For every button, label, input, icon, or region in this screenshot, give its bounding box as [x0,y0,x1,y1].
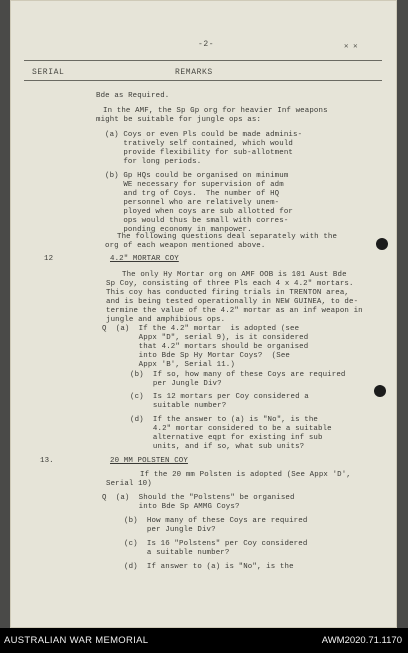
footer-institution: AUSTRALIAN WAR MEMORIAL [4,635,149,646]
serial-column-header: SERIAL [32,68,65,77]
handwritten-mark: ✕ ✕ [344,43,358,51]
item-a-line-3: provide flexibility for sub-allotment [105,149,293,157]
q13-c-line-1: (c) Is 16 "Polstens" per Coy considered [124,540,308,548]
item-b-line-6: ops would thus be small with corres- [105,217,289,225]
para-following-line-1: The following questions deal separately with the [117,233,338,241]
para-12-line-1: The only Hy Mortar org on AMF OOB is 101 Aust Bde [122,271,347,279]
heading-13: 20 MM POLSTEN COY [110,457,188,465]
item-a-line-4: for long periods. [105,158,202,166]
header-bottom-rule [24,80,382,81]
q12-c-line-2: suitable number? [130,402,227,410]
item-b-line-7: ponding economy in manpower. [105,226,252,234]
q13-a-line-2: into Bde Sp AMMG Coys? [102,503,240,511]
para-intro-line-1: In the AMF, the Sp Gp org for heavier Inf weapons [103,107,328,115]
q12-a-line-2: Appx "D", serial 9), is it considered [102,334,309,342]
item-a-line-2: tratively self contained, which would [105,140,293,148]
item-a-line-1: (a) Coys or even Pls could be made adminis- [105,131,303,139]
para-following-line-2: org of each weapon mentioned above. [105,242,266,250]
para-12-line-6: jungle and amphibious ops. [106,316,226,324]
q12-a-line-1: Q (a) If the 4.2" mortar is adopted (see [102,325,300,333]
item-b-line-5: ployed when coys are sub allotted for [105,208,293,216]
q12-c-line-1: (c) Is 12 mortars per Coy considered a [130,393,309,401]
para-12-line-4: and is being tested operationally in NEW GUINEA, to de- [106,298,359,306]
q12-a-line-3: that 4.2" mortars should be organised [102,343,309,351]
item-b-line-1: (b) Gp HQs could be organised on minimum [105,172,289,180]
footer-accession-number: AWM2020.71.1170 [321,635,402,646]
q12-b-line-2: per Jungle Div? [130,380,222,388]
item-b-line-3: and trg of Coys. The number of HQ [105,190,280,198]
q13-b-line-1: (b) How many of these Coys are required [124,517,308,525]
q13-d-line-1: (d) If answer to (a) is "No", is the [124,563,294,571]
q12-a-line-4: into Bde Sp Hy Mortar Coys? (See [102,352,290,360]
para-intro-line-2: might be suitable for jungle ops as: [96,116,262,124]
q12-d-line-2: 4.2" mortar considered to be a suitable [130,425,332,433]
heading-12: 4.2" MORTAR COY [110,255,179,263]
punch-hole-bottom [374,385,386,397]
para-13-line-2: Serial 10) [106,480,152,488]
top-mark: Bde as Required. [96,92,170,100]
para-12-line-5: termine the value of the 4.2" mortar as an inf weapon in [106,307,363,315]
serial-12: 12 [44,255,54,263]
item-b-line-4: personnel who are relatively unem- [105,199,280,207]
q12-a-line-5: Appx 'B', Serial 11.) [102,361,235,369]
q13-c-line-2: a suitable number? [124,549,230,557]
document-page [10,0,397,628]
header-top-rule [24,60,382,61]
punch-hole-top [376,238,388,250]
archive-footer [0,628,408,653]
q12-b-line-1: (b) If so, how many of these Coys are required [130,371,346,379]
q12-d-line-3: alternative eqpt for existing inf sub [130,434,323,442]
para-12-line-3: This coy has conducted firing trials in TRENTON area, [106,289,350,297]
q13-b-line-2: per Jungle Div? [124,526,216,534]
para-13-line-1: If the 20 mm Polsten is adopted (See Appx 'D', [140,471,351,479]
q12-d-line-1: (d) If the answer to (a) is "No", is the [130,416,318,424]
remarks-column-header: REMARKS [175,68,213,77]
serial-13: 13. [40,457,54,465]
para-12-line-2: Sp Coy, consisting of three Pls each 4 x 4.2" mortars. [106,280,354,288]
item-b-line-2: WE necessary for supervision of adm [105,181,284,189]
page-number: -2- [198,40,215,49]
q12-d-line-4: units, and if so, what sub units? [130,443,305,451]
q13-a-line-1: Q (a) Should the "Polstens" be organised [102,494,295,502]
